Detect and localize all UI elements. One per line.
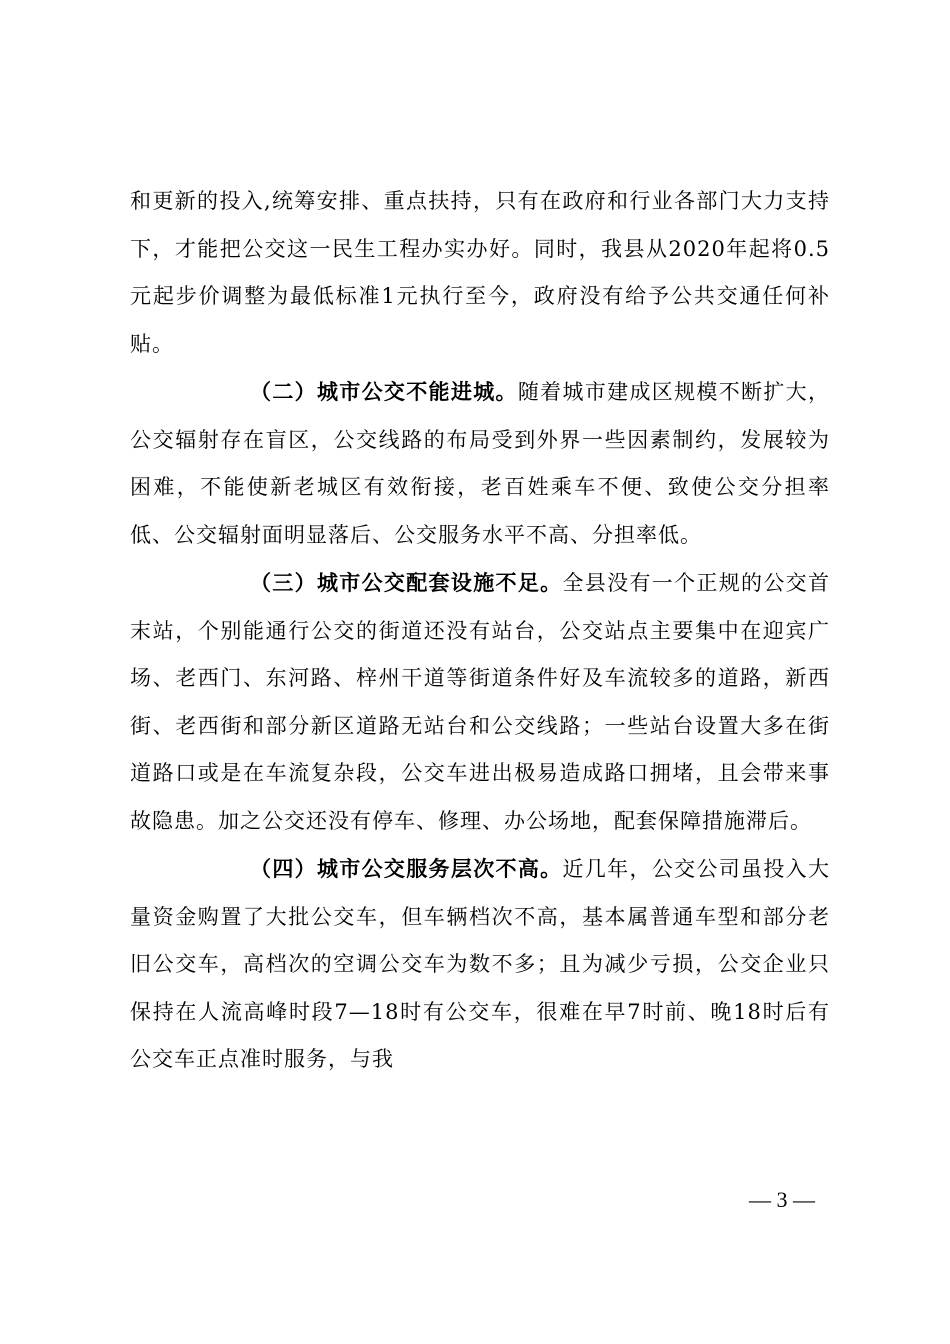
paragraph-2-text: 随着城市建成区规模不断扩大，公交辐射存在盲区，公交线路的布局受到外界一些因素制约，发展较为困难，不能使新老城区有效衔接，老百姓乘车不便、致使公交分担率低、公交辐射面明显落后、公交服务水平不高、分担率低。 — [130, 380, 831, 547]
paragraph-2-heading: （二）城市公交不能进城。 — [250, 379, 518, 404]
paragraph-3-heading: （三）城市公交配套设施不足。 — [250, 570, 563, 595]
page-number: — 3 — — [749, 1187, 815, 1212]
paragraph-1-text: 和更新的投入,统筹安排、重点扶持，只有在政府和行业各部门大力支持下，才能把公交这一民生工程办实办好。同时，我县从2020年起将0.5元起步价调整为最低标准1元执行至今，政府没有给予公共交通任何补贴。 — [130, 189, 830, 356]
paragraph-1 — [130, 178, 830, 368]
paragraph-2 — [130, 368, 830, 559]
document-body — [130, 178, 830, 1084]
paragraph-4-text: 近几年，公交公司虽投入大量资金购置了大批公交车，但车辆档次不高，基本属普通车型和部分老旧公交车，高档次的空调公交车为数不多；且为减少亏损，公交企业只保持在人流高峰时段7—18时有公交车，很难在早7时前、晚18时后有公交车正点准时服务，与我 — [130, 857, 831, 1071]
paragraph-3 — [130, 559, 830, 845]
paragraph-3-text: 全县没有一个正规的公交首末站，个别能通行公交的街道还没有站台，公交站点主要集中在迎宾广场、老西门、东河路、梓州干道等街道条件好及车流较多的道路，新西街、老西街和部分新区道路无站台和公交线路；一些站台设置大多在街道路口或是在车流复杂段，公交车进出极易造成路口拥堵，且会带来事故隐患。加之公交还没有停车、修理、办公场地，配套保障措施滞后。 — [130, 571, 831, 833]
paragraph-4 — [130, 845, 830, 1084]
paragraph-4-heading: （四）城市公交服务层次不高。 — [250, 856, 563, 881]
